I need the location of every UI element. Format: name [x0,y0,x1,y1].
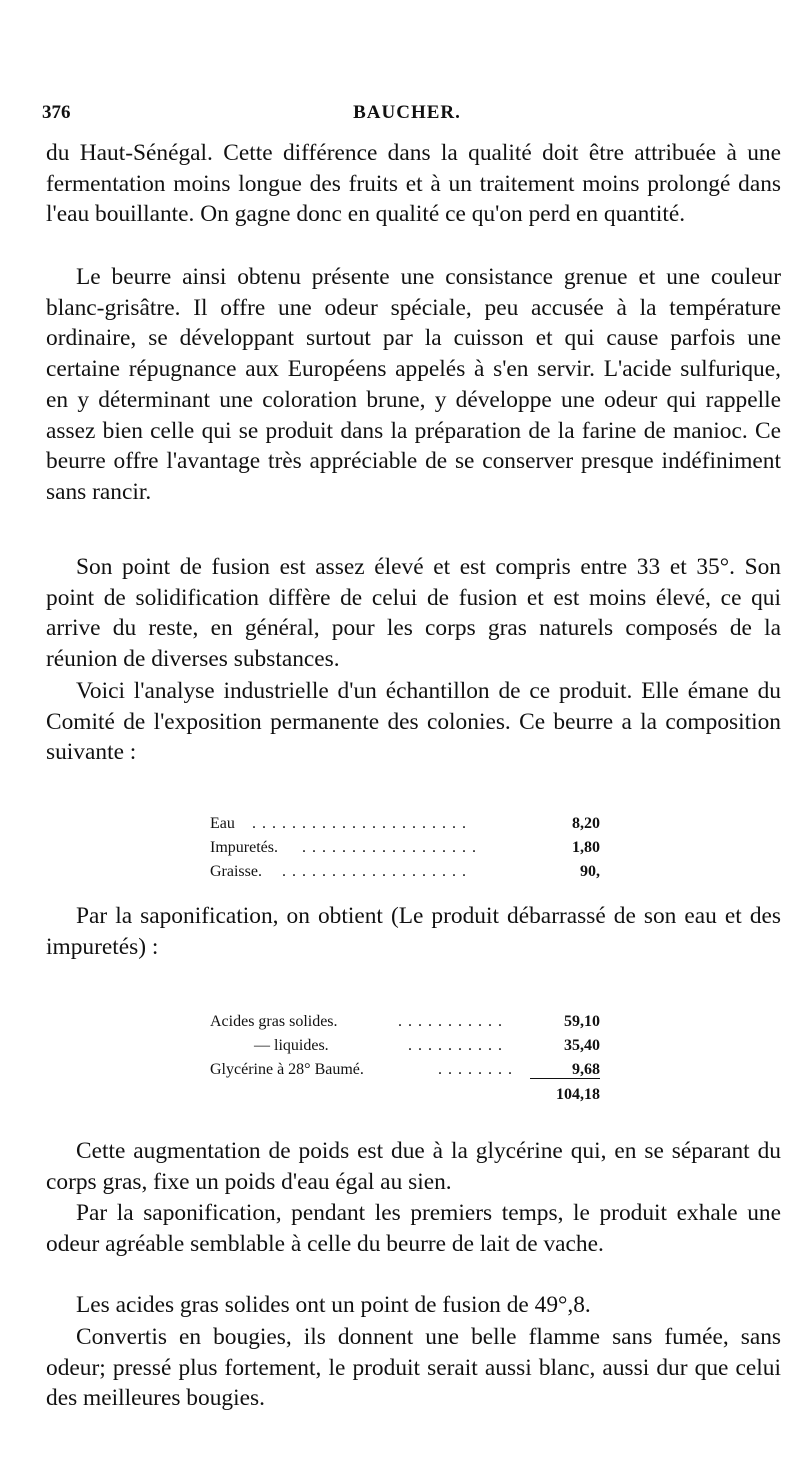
running-title: BAUCHER. [353,102,461,123]
row-value: 59,10 [564,1013,600,1030]
paragraph-7: Par la saponification, pendant les premiers temps, le produit exhale une odeur agréable semblable à celle du beurre de lait de vache. [46,1200,781,1257]
row-label: Graisse. [210,863,262,880]
table-row [210,1037,600,1059]
table-row [210,815,600,837]
composition-table [210,815,600,895]
page-number: 376 [42,102,71,123]
row-value: 1,80 [572,839,600,856]
paragraph-9: Convertis en bougies, ils donnent une belle flamme sans fumée, sans odeur; pressé plus fortement, le produit serait aussi blanc, aussi dur que celui des meilleures bougies. [46,1324,781,1412]
paragraph-3: Son point de fusion est assez élevé et est compris entre 33 et 35°. Son point de solidification diffère de celui de fusion et est moins élevé, ce qui arrive du reste, en général, pour les corps gras naturels composés de la réunion de diverses substances. [46,554,781,673]
row-label: Acides gras solides. [210,1013,338,1030]
leader-dots: . . . . . . . . . . [408,1037,503,1054]
leader-dots: . . . . . . . . . . . . . . . . . . . [282,863,467,880]
row-label: — liquides. [254,1037,329,1054]
row-value: 8,20 [572,815,600,832]
leader-dots: . . . . . . . . . . . . . . . . . . . . . . [252,815,467,832]
page-header [42,102,772,128]
leader-dots: . . . . . . . . . . . [398,1013,503,1030]
paragraph-1: du Haut-Sénégal. Cette différence dans la qualité doit être attribuée à une fermentation moins longue des fruits et à un traitement moins prolongé dans l'eau bouillante. On gagne donc en qualité ce qu'on perd en quantité. [46,140,781,228]
paragraph-6: Cette augmentation de poids est due à la glycérine qui, en se séparant du corps gras, fixe un poids d'eau égal au sien. [46,1138,781,1195]
table-row [210,839,600,861]
table-row [210,1061,600,1083]
sum-divider [530,1078,600,1079]
leader-dots: . . . . . . . . . . . . . . . . . . [302,839,477,856]
row-value: 9,68 [572,1061,600,1078]
table-row [210,863,600,885]
paragraph-4: Voici l'analyse industrielle d'un échantillon de ce produit. Elle émane du Comité de l'exposition permanente des colonies. Ce beurre a la composition suivante : [46,678,781,766]
saponification-table [210,1013,600,1133]
paragraph-2: Le beurre ainsi obtenu présente une consistance grenue et une couleur blanc-grisâtre. Il offre une odeur spéciale, peu accusée à la température ordinaire, se développant surtout par la cuisson et qui cause parfois une certaine répugnance aux Européens appelés à s'en servir. L'acide sulfurique, en y déterminant une coloration brune, y développe une odeur qui rappelle assez bien celle qui se produit dans la préparation de la farine de manioc. Ce beurre offre l'avantage très appréciable de se conserver presque indéfiniment sans rancir. [46,264,781,505]
leader-dots: . . . . . . . . [438,1061,513,1078]
row-label: Glycérine à 28° Baumé. [210,1061,364,1078]
row-label: Eau [210,815,235,832]
table-row [210,1013,600,1035]
paragraph-5: Par la saponification, on obtient (Le produit débarrassé de son eau et des impuretés) : [46,903,781,960]
row-label: Impuretés. [210,839,278,856]
paragraph-8: Les acides gras solides ont un point de fusion de 49°,8. [76,1292,591,1318]
sum-total: 104,18 [556,1086,600,1103]
row-value: 90, [580,863,600,880]
row-value: 35,40 [564,1037,600,1054]
